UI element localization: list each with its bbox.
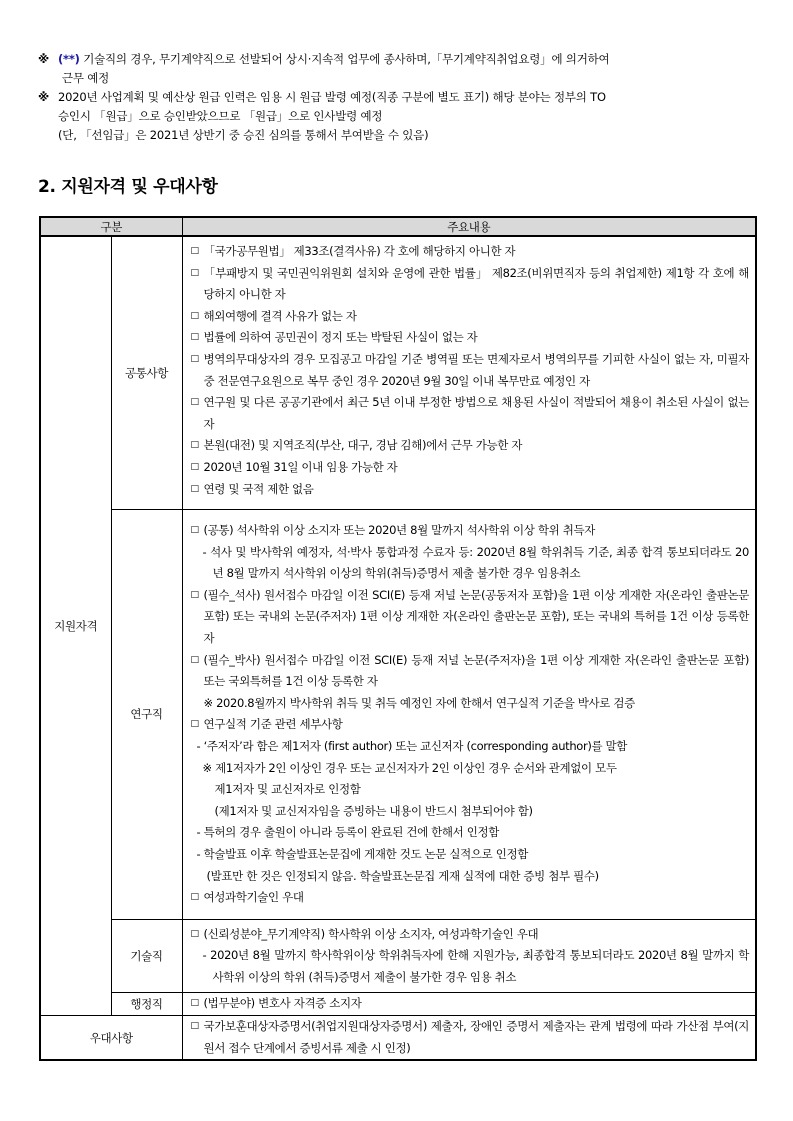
list-item: □ 본원(대전) 및 지역조직(부산, 대구, 경남 김해)에서 근무 가능한 자 — [191, 435, 750, 457]
square-bullet-icon: □ — [190, 267, 199, 278]
header-content: 주요내용 — [182, 217, 756, 236]
note-cont-2: (단, 「선임급」은 2021년 상반기 중 승진 심의를 통해서 부여받을 수 있음) — [58, 128, 429, 142]
square-bullet-icon: □ — [190, 310, 199, 321]
square-bullet-icon: □ — [190, 332, 199, 343]
square-bullet-icon: □ — [190, 525, 199, 535]
list-item: □ 해외여행에 결격 사유가 없는 자 — [191, 306, 750, 328]
list-item: □ 법률에 의하여 공민권이 정지 또는 박탈된 사실이 없는 자 — [191, 327, 750, 349]
label-preference: 우대사항 — [40, 1016, 182, 1061]
note-mark: ※ — [38, 52, 49, 66]
square-bullet-icon: □ — [190, 440, 199, 451]
header-category: 구분 — [40, 217, 182, 236]
content-tech: □ (신뢰성분야_무기계약직) 학사학위 이상 소지자, 여성과학기술인 우대 - 2020년 8월 말까지 학사학위이상 학위취득자에 한해 지원가능, 최종합격 통보되더라도 2020년 8월 말까지 학사학위 이상의 학위 (취득)증명서 제출이 불가한 경우 임용 취소 — [182, 919, 756, 993]
row-preference — [40, 1016, 756, 1061]
table-header — [40, 217, 756, 236]
label-tech: 기술직 — [111, 919, 182, 993]
label-admin: 행정직 — [111, 993, 182, 1016]
square-bullet-icon: □ — [190, 397, 199, 408]
row-tech — [40, 919, 756, 993]
note-prefix: (**) — [58, 52, 80, 66]
list-item: □ 국가보훈대상자증명서(취업지원대상자증명서) 제출자, 장애인 증명서 제출자는 관계 법령에 따라 가산점 부여(지원서 접수 단계에서 증빙서류 제출 시 인정) — [191, 1016, 750, 1059]
group-qualification: 지원자격 — [40, 236, 111, 1016]
section-title: 2. 지원자격 및 우대사항 — [38, 177, 218, 197]
row-research — [40, 510, 756, 920]
list-item: □ 2020년 10월 31일 이내 임용 가능한 자 — [191, 457, 750, 479]
qualification-table — [39, 216, 757, 1061]
label-common: 공통사항 — [111, 236, 182, 510]
list-item: □ 병역의무대상자의 경우 모집공고 마감일 기준 병역필 또는 면제자로서 병역의무를 기피한 사실이 없는 자, 미필자 중 전문연구요원으로 복무 중인 경우 2020년 9월 30일 이내 복무만료 예정인 자 — [191, 349, 750, 392]
label-research: 연구직 — [111, 510, 182, 920]
square-bullet-icon: □ — [190, 892, 199, 903]
content-common — [182, 236, 756, 510]
list-item: □ (공통) 석사학위 이상 소지자 또는 2020년 8월 말까지 석사학위 이상 학위 취득자 — [191, 520, 750, 542]
list-item: □ 「부패방지 및 국민권익위원회 설치와 운영에 관한 법률」 제82조(비위면직자 등의 취업제한) 제1항 각 호에 해당하지 아니한 자 — [191, 263, 750, 306]
notes — [38, 50, 768, 145]
list-item: □ (필수_박사) 원서접수 마감일 이전 SCI(E) 등재 저널 논문(주저자)을 1편 이상 게재한 자(온라인 출판논문 포함) 또는 국외특허를 1건 이상 등록한 자 — [191, 650, 750, 693]
list-item: □ 「국가공무원법」 제33조(결격사유) 각 호에 해당하지 아니한 자 — [191, 241, 750, 263]
square-bullet-icon: □ — [190, 353, 199, 364]
list-item: □ 연령 및 국적 제한 없음 — [191, 479, 750, 501]
square-bullet-icon: □ — [190, 654, 199, 665]
row-common — [40, 236, 756, 510]
note-mark: ※ — [38, 90, 49, 104]
square-bullet-icon: □ — [190, 1021, 199, 1032]
note-cont: 근무 예정 — [62, 71, 110, 85]
content-admin — [182, 993, 756, 1016]
list-item: □ (신뢰성분야_무기계약직) 학사학위 이상 소지자, 여성과학기술인 우대 — [191, 924, 750, 946]
note-text: 2020년 사업계획 및 예산상 원급 인력은 임용 시 원급 발령 예정(직종 구분에 별도 표기) 해당 분야는 정부의 TO — [58, 90, 606, 104]
list-item: □ 연구원 및 다른 공공기관에서 최근 5년 이내 부정한 방법으로 채용된 사실이 적발되어 채용이 취소된 사실이 없는 자 — [191, 392, 750, 435]
note-1 — [38, 50, 768, 88]
content-preference — [182, 1016, 756, 1061]
square-bullet-icon: □ — [190, 483, 199, 494]
square-bullet-icon: □ — [190, 246, 199, 256]
square-bullet-icon: □ — [190, 589, 199, 600]
note-cont: 승인시 「원급」으로 승인받았으므로 「원급」으로 인사발령 예정 — [58, 109, 383, 123]
list-item: □ (필수_석사) 원서접수 마감일 이전 SCI(E) 등재 저널 논문(공동저자 포함)을 1편 이상 게재한 자(온라인 출판논문 포함) 또는 국내외 논문(주저자) 1편 이상 게재한 자(온라인 출판논문 포함), 또는 국내외 특허를 1건 이상 등록한 자 — [191, 585, 750, 650]
square-bullet-icon: □ — [190, 998, 199, 1009]
content-research: □ (공통) 석사학위 이상 소지자 또는 2020년 8월 말까지 석사학위 이상 학위 취득자 - 석사 및 박사학위 예정자, 석·박사 통합과정 수료자 등: 2020년 8월 학위취득 기준, 최종 합격 통보되더라도 20년 8월 말까지 석사학위 이상의 학위(취득)증명서 제출 불가한 경우 임용취소 □ (필수_석사) 원서접수 마감일 이전 SCI(E) 등재 저널 논문(공동저자 포함)을 1편 이상 게재한 자(온라인 출판논문 포함) 또는 국내외 논문(주저자) 1편 이상 게재한 자(온라인 출판논문 포함), 또는 국내외 특허를 1건 이상 등록한 자 □ (필수_박사) 원서접수 마감일 이전 SCI(E) 등재 저널 논문(주저자)을 1편 이상 게재한 자(온라인 출판논문 포함) 또는 국외특허를 1건 이상 등록한 자 ※ 2020.8월까지 박사학위 취득 및 취득 예정인 자에 한해서 연구실적 기준을 박사로 검증 □ 연구실적 기준 관련 세부사항 - ‘주저자’라 함은 제1저자 (first author) 또는 교신저자 (corresponding author)를 말함 ※ 제1저자가 2인 이상인 경우 또는 교신저자가 2인 이상인 경우 순서와 관계없이 모두 제1저자 및 교신저자로 인정함 (제1저자 및 교신저자임을 증빙하는 내용이 반드시 첨부되어야 함) - 특허의 경우 출원이 아니라 등록이 완료된 건에 한해서 인정함 - 학술발표 이후 학술발표논문집에 게재한 것도 논문 실적으로 인정함 (발표만 한 것은 인정되지 않음. 학술발표논문집 게재 실적에 대한 증빙 첨부 필수) □ 여성과학기술인 우대 — [182, 510, 756, 920]
square-bullet-icon: □ — [190, 928, 199, 939]
list-item: □ (법무분야) 변호사 자격증 소지자 — [191, 993, 750, 1015]
list-item: □ 여성과학기술인 우대 — [191, 887, 750, 909]
row-admin — [40, 993, 756, 1016]
square-bullet-icon: □ — [190, 461, 199, 472]
square-bullet-icon: □ — [190, 719, 199, 730]
list-item: □ 연구실적 기준 관련 세부사항 — [191, 714, 750, 736]
note-text: 기술직의 경우, 무기계약직으로 선발되어 상시·지속적 업무에 종사하며,「무기계약직취업요령」에 의거하여 — [79, 52, 610, 66]
note-2 — [38, 88, 768, 145]
